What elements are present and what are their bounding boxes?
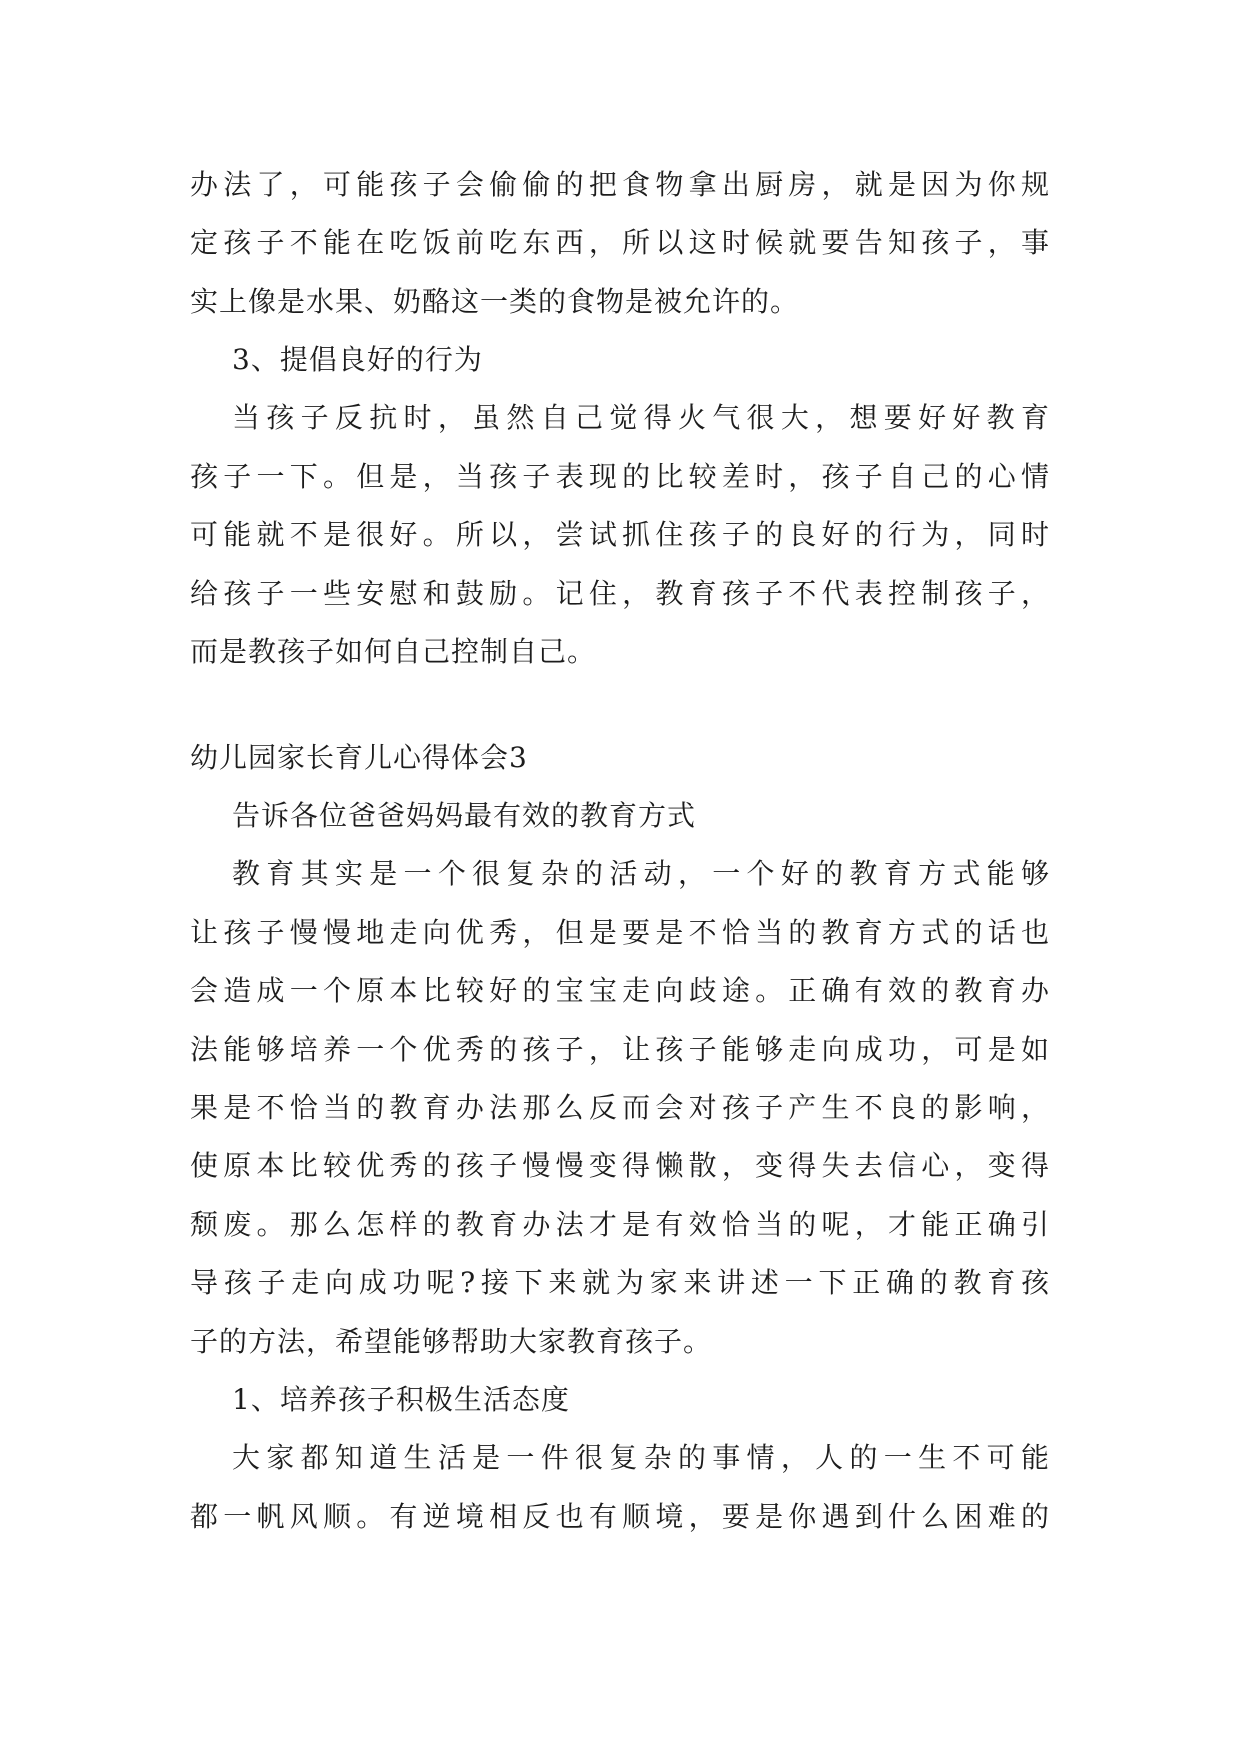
text-line: 教育其实是一个很复杂的活动，一个好的教育方式能够 xyxy=(232,857,1050,891)
text-line: 果是不恰当的教育办法那么反而会对孩子产生不良的影响， xyxy=(190,1091,1050,1125)
text-line: 都一帆风顺。有逆境相反也有顺境，要是你遇到什么困难的 xyxy=(190,1499,1050,1533)
heading-text: 1、培养孩子积极生活态度 xyxy=(232,1383,570,1416)
text-line: 办法了，可能孩子会偷偷的把食物拿出厨房，就是因为你规 xyxy=(190,167,1050,201)
text-line: 实上像是水果、奶酪这一类的食物是被允许的。 xyxy=(190,284,800,318)
paragraph xyxy=(190,845,1050,1371)
text-line: 大家都知道生活是一件很复杂的事情，人的一生不可能 xyxy=(232,1441,1050,1475)
list-heading-1 xyxy=(190,1371,1050,1429)
text-line: 而是教孩子如何自己控制自己。 xyxy=(190,634,597,668)
article-title xyxy=(190,729,1050,787)
list-heading-3 xyxy=(190,331,1050,389)
article-subtitle xyxy=(190,787,1050,845)
text-line: 给孩子一些安慰和鼓励。记住，教育孩子不代表控制孩子， xyxy=(190,576,1050,610)
text-line: 可能就不是很好。所以，尝试抓住孩子的良好的行为，同时 xyxy=(190,518,1050,552)
text-line: 会造成一个原本比较好的宝宝走向歧途。正确有效的教育办 xyxy=(190,974,1050,1008)
paragraph-continued xyxy=(190,156,1050,331)
text-line: 导孩子走向成功呢?接下来就为家来讲述一下正确的教育孩 xyxy=(190,1266,1050,1300)
text-line: 法能够培养一个优秀的孩子，让孩子能够走向成功，可是如 xyxy=(190,1032,1050,1066)
paragraph xyxy=(190,389,1050,681)
text-line: 孩子一下。但是，当孩子表现的比较差时，孩子自己的心情 xyxy=(190,459,1050,493)
text-line: 当孩子反抗时，虽然自己觉得火气很大，想要好好教育 xyxy=(232,401,1050,435)
text-line: 使原本比较优秀的孩子慢慢变得懒散，变得失去信心，变得 xyxy=(190,1149,1050,1183)
text-line: 子的方法，希望能够帮助大家教育孩子。 xyxy=(190,1324,713,1358)
subtitle-text: 告诉各位爸爸妈妈最有效的教育方式 xyxy=(232,799,697,833)
paragraph xyxy=(190,1429,1050,1546)
text-line: 定孩子不能在吃饭前吃东西，所以这时候就要告知孩子，事 xyxy=(190,226,1050,260)
text-line: 让孩子慢慢地走向优秀，但是要是不恰当的教育方式的话也 xyxy=(190,915,1050,949)
title-text: 幼儿园家长育儿心得体会3 xyxy=(190,740,528,774)
text-line: 颓废。那么怎样的教育办法才是有效恰当的呢，才能正确引 xyxy=(190,1207,1050,1241)
heading-text: 3、提倡良好的行为 xyxy=(232,342,483,376)
document-body xyxy=(190,156,1050,1546)
